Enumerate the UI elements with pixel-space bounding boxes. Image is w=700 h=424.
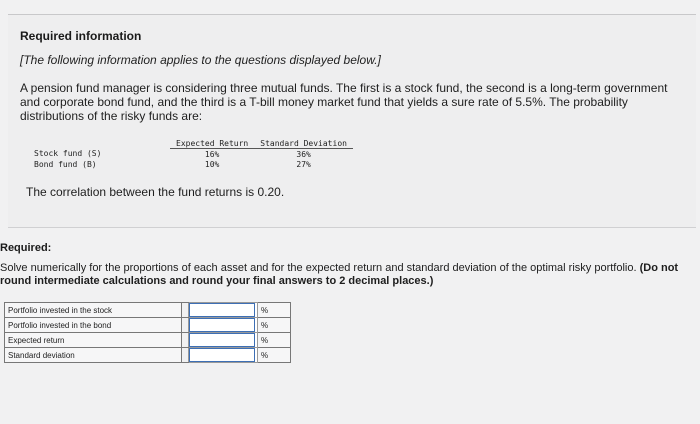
- required-information-panel: [8, 14, 696, 228]
- stock-std-dev: 36%: [296, 149, 311, 159]
- info-subtitle: [The following information applies to the questions displayed below.]: [20, 53, 381, 67]
- bond-proportion-input[interactable]: [189, 318, 255, 332]
- required-heading: Required:: [0, 242, 52, 254]
- required-instructions: [0, 262, 690, 288]
- row-label-stock: Stock fund (S): [34, 149, 102, 159]
- stock-proportion-input[interactable]: [189, 303, 255, 317]
- answer-cell-bond: [189, 318, 258, 333]
- answer-label-stock: Portfolio invested in the stock: [5, 303, 182, 318]
- percent-unit: %: [258, 348, 291, 363]
- required-text: Solve numerically for the proportions of each asset and for the expected return and standard deviation of the optimal risky portfolio.: [0, 262, 637, 274]
- header-blank: [30, 139, 170, 149]
- answer-table: [4, 302, 291, 363]
- percent-unit: %: [258, 318, 291, 333]
- spacer: [182, 318, 189, 333]
- answer-cell-std-dev: [189, 348, 258, 363]
- answer-row-stock: [5, 303, 291, 318]
- table-row: [30, 159, 353, 169]
- spacer: [182, 303, 189, 318]
- bond-std-dev: 27%: [296, 159, 311, 169]
- answer-label-expected-return: Expected return: [5, 333, 182, 348]
- distribution-table: [30, 139, 353, 169]
- info-title: Required information: [20, 29, 142, 43]
- spacer: [182, 333, 189, 348]
- row-label-bond: Bond fund (B): [34, 159, 97, 169]
- std-dev-input[interactable]: [189, 348, 255, 362]
- percent-unit: %: [258, 303, 291, 318]
- problem-statement: A pension fund manager is considering three mutual funds. The first is a stock fund, the second is a long-term government and corporate bond fund, and the third is a T-bill money market fund that yields a sure rate of 5.5%. The probability distributions of the risky funds are:: [20, 81, 668, 123]
- answer-cell-stock: [189, 303, 258, 318]
- expected-return-input[interactable]: [189, 333, 255, 347]
- answer-row-expected-return: [5, 333, 291, 348]
- percent-unit: %: [258, 333, 291, 348]
- table-row: [30, 149, 353, 160]
- header-standard-deviation: Standard Deviation: [254, 139, 353, 149]
- answer-row-bond: [5, 318, 291, 333]
- answer-label-std-dev: Standard deviation: [5, 348, 182, 363]
- answer-cell-expected-return: [189, 333, 258, 348]
- stock-expected-return: 16%: [204, 149, 220, 159]
- distribution-table-header: [30, 139, 353, 149]
- rounding-instruction: (Do not round intermediate calculations and round your final answers to 2 decimal places.): [0, 262, 679, 287]
- header-expected-return: Expected Return: [170, 139, 254, 149]
- answer-row-std-dev: [5, 348, 291, 363]
- correlation-text: The correlation between the fund returns is 0.20.: [26, 185, 285, 199]
- bond-expected-return: 10%: [204, 159, 220, 169]
- answer-label-bond: Portfolio invested in the bond: [5, 318, 182, 333]
- spacer: [182, 348, 189, 363]
